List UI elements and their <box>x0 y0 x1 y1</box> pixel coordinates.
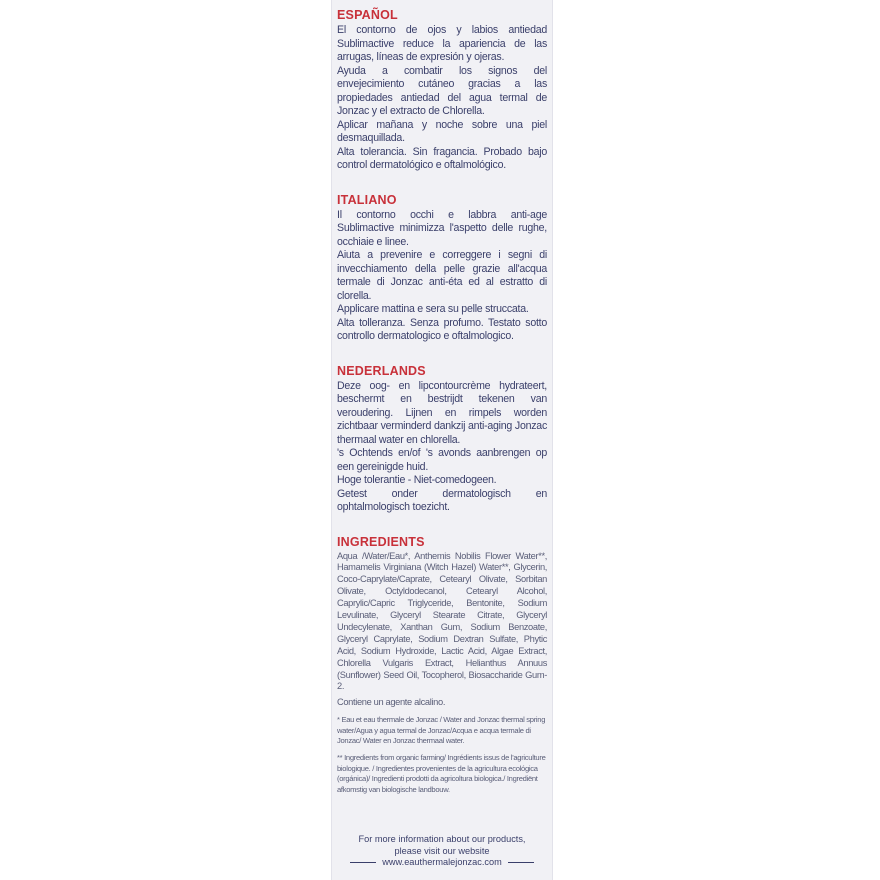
section-italiano <box>337 193 547 344</box>
section-heading: ITALIANO <box>337 192 397 207</box>
paragraph: Alta tolleranza. Senza profumo. Testato sotto controllo dermatologico e oftalmologico. <box>337 316 547 342</box>
section-heading: NEDERLANDS <box>337 363 426 378</box>
footer-url-row <box>331 857 553 869</box>
website-link[interactable]: www.eauthermalejonzac.com <box>382 857 502 867</box>
ingredients-list: Aqua /Water/Eau*, Anthemis Nobilis Flower Water**, Hamamelis Virginiana (Witch Hazel) Water**, Glycerin, Coco-Caprylate/Caprate, Cetearyl Olivate, Sorbitan Olivate, Octyldodecanol, Cetearyl Alcohol, Caprylic/Capric Triglyceride, Bentonite, Sodium Levulinate, Glyceryl Stearate Citrate, Glyceryl Undecylenate, Xanthan Gum, Sodium Benzoate, Glyceryl Caprylate, Sodium Dextran Sulfate, Phytic Acid, Sodium Hydroxide, Lactic Acid, Algae Extract, Chlorella Vulgaris Extract, Helianthus Annuus (Sunflower) Seed Oil, Tocopherol, Biosaccharide Gum-2. <box>337 550 547 692</box>
paragraph: Deze oog- en lipcontourcrème hydrateert, beschermt en bestrijdt tekenen van veroudering. Lijnen en rimpels worden zichtbaar verminderd dankzij anti-aging Jonzac thermaal water en chlorella. <box>337 379 547 446</box>
section-heading: ESPAÑOL <box>337 8 398 22</box>
section-nederlands <box>337 364 547 515</box>
divider <box>508 862 534 863</box>
footnote: ** Ingredients from organic farming/ Ingrédients issus de l'agriculture biologique. / Ingredientes provenientes de la agricultura ecológica (orgánica)/ Ingredienti prodotti da agricoltura biologica./ Ingrediënt afkomstig van biologische landbouw. <box>337 753 546 794</box>
paragraph: Getest onder dermatologisch en ophtalmologisch toezicht. <box>337 487 547 513</box>
paragraph: Il contorno occhi e labbra anti-age Sublimactive minimizza l'aspetto delle rughe, occhiaie e linee. <box>337 208 547 248</box>
paragraph: Alta tolerancia. Sin fragancia. Probado bajo control dermatológico e oftalmológico. <box>337 145 547 171</box>
section-espanol <box>337 8 547 173</box>
paragraph: Aiuta a prevenire e correggere i segni di invecchiamento della pelle grazie all'acqua termale di Jonzac anti-éta ed al estratto di clorella. <box>337 249 547 302</box>
footnote: * Eau et eau thermale de Jonzac / Water and Jonzac thermal spring water/Agua y agua termal de Jonzac/Acqua e acqua termale di Jonzac/ Water en Jonzac thermaal water. <box>337 715 546 746</box>
paragraph: Ayuda a combatir los signos del envejecimiento cutáneo gracias a las propiedades antiedad del agua termal de Jonzac y el extracto de Chlorella. <box>337 64 547 117</box>
ingredients-note: Contiene un agente alcalino. <box>337 697 446 708</box>
footer-line: please visit our website <box>394 845 490 856</box>
paragraph: Applicare mattina e sera su pelle struccata. <box>337 303 529 315</box>
section-heading: INGREDIENTS <box>337 534 425 549</box>
paragraph: 's Ochtends en/of 's avonds aanbrengen op een gereinigde huid. <box>337 447 547 473</box>
footer <box>331 834 553 869</box>
divider <box>350 862 376 863</box>
paragraph: El contorno de ojos y labios antiedad Sublimactive reduce la apariencia de las arrugas, líneas de expresión y ojeras. <box>337 24 547 63</box>
footer-line: For more information about our products, <box>358 834 526 844</box>
paragraph: Hoge tolerantie - Niet-comedogeen. <box>337 474 497 486</box>
paragraph: Aplicar mañana y noche sobre una piel desmaquillada. <box>337 118 547 144</box>
label-content <box>337 8 547 815</box>
section-ingredients <box>337 535 547 796</box>
